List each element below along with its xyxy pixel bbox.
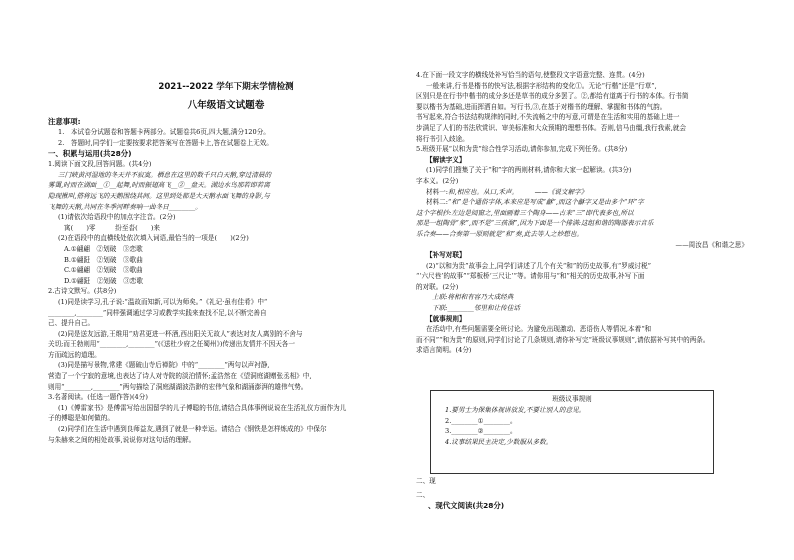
- section-heading: 、现代文阅读(共28分): [428, 501, 505, 510]
- material-2-label: 材料二:: [426, 198, 449, 207]
- section-heading: 一、积累与运用(共28分): [48, 149, 132, 159]
- question-2-line: 己、提升自己。: [48, 319, 95, 328]
- question-4-line: 区别只是在行书中楷书的成分多还是草书的成分多罢了。②,都给有道离于行书的本体。行书简: [416, 92, 689, 101]
- task-heading: 【解读字义】: [426, 155, 466, 164]
- question-3: 3.名著阅读。(任选一题作答)(4分): [48, 393, 148, 402]
- question-3-line: 子的傅聪是如何做的。: [48, 414, 114, 423]
- notes-item: 2. 答题时,同学们一定要按要求把答案写在答题卡上,答在试题卷上无效。: [58, 138, 273, 147]
- question-1-1: (1)请依次给语段中的加点字注音。(2分): [58, 213, 176, 222]
- question-2: 2.古诗文默写。(共8分): [48, 287, 117, 296]
- question-1-2: (2)在语段中的直横线处依次填入词语,最恰当的一项是( )(2分): [58, 234, 249, 243]
- question-2-line: (3)同是描写景物,常建《题破山寺后禅院》中的“________”两句以声衬静,: [58, 361, 270, 370]
- question-1: 1.阅读下面文段,回答问题。(共4分): [48, 160, 152, 169]
- task-line: 的对联。(2分): [416, 282, 459, 291]
- rule-item: 4.议事结果民主决定,少数服从多数。: [445, 437, 553, 446]
- question-2-line: 方而疏远的道理。: [48, 350, 101, 359]
- task-line: 字本义。(2分): [416, 176, 459, 185]
- material-1-text: 和,相应也。从口,禾声。 ——《说文解字》: [448, 187, 588, 196]
- exam-page: [18, 58, 778, 548]
- section-2-prefix: 二、: [416, 491, 430, 499]
- rules-box-title: 班级议事规则: [552, 395, 592, 403]
- material-1-label: 材料一:: [426, 187, 449, 196]
- question-4: 4.在下面一段文字的横线处补写恰当的语句,使整段文字语意完整、连贯。(4分): [416, 71, 645, 79]
- material-1: [416, 187, 778, 198]
- task-line: “‘六尺巷’的故事”“郑板桥‘三尺让’”等。请你用与“和”相关的历史故事,补写下面: [416, 272, 645, 281]
- option-d: D.①翩跹 ②划破 ③恋歌: [64, 276, 143, 285]
- question-3-line: (2)同学们在生活中遇到良师益友,遇到了就是一种幸运。请结合《钢铁是怎样炼成的》中保尔: [58, 425, 327, 434]
- rule-item: 3.________②________。: [445, 427, 517, 436]
- question-4-line: 书写起来,符合书法结构规律的同时,不失流畅之中的写意,可谓是在生活和实用的基础上进一: [416, 113, 680, 122]
- passage-line: 飞舞的天鹅,共同在冬季河畔奏响一曲冬日________。: [48, 202, 202, 211]
- task-line: (1)同学们搜集了关于“和”字的两则材料,请你和大家一起解读。(共3分): [426, 166, 632, 175]
- question-2-line: ________,________”同样强调通过学习或教学实践来查找不足,以不断完善自: [48, 308, 267, 317]
- option-a: A.①翩翩 ②划破 ③恋歌: [64, 244, 143, 253]
- material-2: [416, 197, 778, 208]
- notes-item: 1. 本试卷分试题卷和答题卡两部分。试题卷共6页,四大题,满分120分。: [58, 128, 270, 136]
- passage-line: 雾霭,时而在湖面__①__起舞,时而振翅高飞__②__盘天。湖边水鸟那若即若离: [48, 181, 270, 190]
- question-2-line: 营造了一个宁寂的意境,也表达了诗人对寺院的淡泊情怀;孟浩然在《望洞庭湖赠张丞相》中,: [48, 372, 312, 381]
- question-4-line: 一般来讲,行书是楷书的快写法,根据字形结构的变化①。无论“行楷”还是“行草”,: [426, 81, 657, 90]
- exam-year-title: 2021--2022 学年下期末学情检测: [158, 82, 294, 92]
- question-2-line: (2)同是送友远游,王维用“劝君更进一杯酒,西出阳关无故人”表达对友人离别的不舍与: [58, 329, 303, 338]
- material-2-line: 乐合奏——合奏第一原则就是“和”奏,此去等人之妙想也。: [416, 229, 584, 238]
- passage-line: 隐现揪叫,搭将远飞的天鹅围绕其间。这里到处都是大天鹅水面飞舞的身影,与: [48, 191, 270, 200]
- task-line: (2)“以和为贵”故事会上,同学们讲述了几个有关“和”的历史故事,有“罗威讨税”: [426, 261, 651, 270]
- rule-item: 2.________①________。: [445, 416, 517, 425]
- rule-item: 1.要男士为保集体视讲放发,不要让别人的意见。: [445, 406, 586, 414]
- question-2-line: 关切;而王勃则用“________,________”(《送杜少府之任蜀州》)传递出友情并不因天各一: [48, 340, 295, 349]
- left-column: [48, 58, 404, 445]
- task-heading: 【补写对联】: [426, 251, 466, 260]
- couplet-lower: 下联:________邻里和让传佳话: [432, 304, 520, 313]
- question-5: 5.班级开展“以和为贵”综合性学习活动,请你参加,完成下列任务。(共8分): [416, 145, 628, 154]
- question-3-line: 与朱赫来之间的相处故事,说说你对这句话的理解。: [48, 435, 196, 444]
- task-line: 在活动中,有些问题需要全班讨论。为避免出现激动、恶语伤人等情况,本着“和: [426, 325, 652, 334]
- task-heading: 【就事规则】: [426, 314, 466, 323]
- section-2-fragment: 二、现: [416, 477, 436, 485]
- question-2-line: (1)同是读学习,孔子说:“温故而知新,可以为师矣。”《礼记·虽有佳肴》中“: [58, 297, 268, 306]
- material-2-line: 这个字根抄:左边是阅窗之,里面画着三个陶身——古来“三”即代表多也,所以: [416, 208, 634, 217]
- material-2-line: 那是一组陶骨“象”,而不是“三孩溜”,因为下面是一个排满:这组和谐的陶器表示音乐: [416, 219, 654, 228]
- notes-heading: 注意事项:: [48, 117, 81, 126]
- material-2-source: ——周汝昌《和谐之思》: [675, 240, 748, 249]
- question-2-line: 则用“________,________”两句描绘了洞庭湖湖波浩渺的宏伟气象和湖涌澎湃的雄伟气势。: [48, 382, 308, 391]
- question-4-line: 要以楷书为基础,进而挥洒自如。写行书,③,在基于对楷书的理解、掌握和书体的气韵。: [416, 102, 667, 111]
- couplet-upper: 上联:将相和有容乃大成经典: [432, 293, 514, 302]
- material-2-text: “和”是个通俗字体,本来应是写成“龢”,而这个龢字又是由多个“环”字: [448, 198, 644, 207]
- passage-line: 三门峡黄河湿地的冬天并不寂寞。栖息在这里的数千只白天鹅,穿过清晨的: [58, 170, 272, 179]
- option-b: B.①翩跹 ②划破 ③歌曲: [64, 255, 143, 264]
- question-4-line: 步满足了人们的书法欣赏识、审美标准和大众预期的理想书体。否则,信马由缰,我行我素,就会: [416, 123, 687, 132]
- option-c: C.①翩翩 ②划破 ③歌曲: [64, 266, 143, 275]
- question-1-1-blanks: 寓( )零 纷至沓( )来: [64, 223, 161, 232]
- question-4-line: 将行书引入歧途。: [416, 134, 469, 143]
- exam-subject-title: 八年级语文试题卷: [187, 100, 265, 111]
- question-3-line: (1)《傅雷家书》是傅雷写给出国留学的儿子傅聪的书信,请结合具体事例说说在生活礼仪方面作为儿: [58, 403, 347, 412]
- right-column: [416, 58, 778, 356]
- rules-box: [430, 390, 714, 474]
- task-line: 求语言简明。(4分): [416, 346, 472, 355]
- task-line: 而不同”“和为贵”的原则,同学们讨论了几条规则,请你补写完“班级议事规则”,请依据补写其中的两条。: [416, 335, 710, 344]
